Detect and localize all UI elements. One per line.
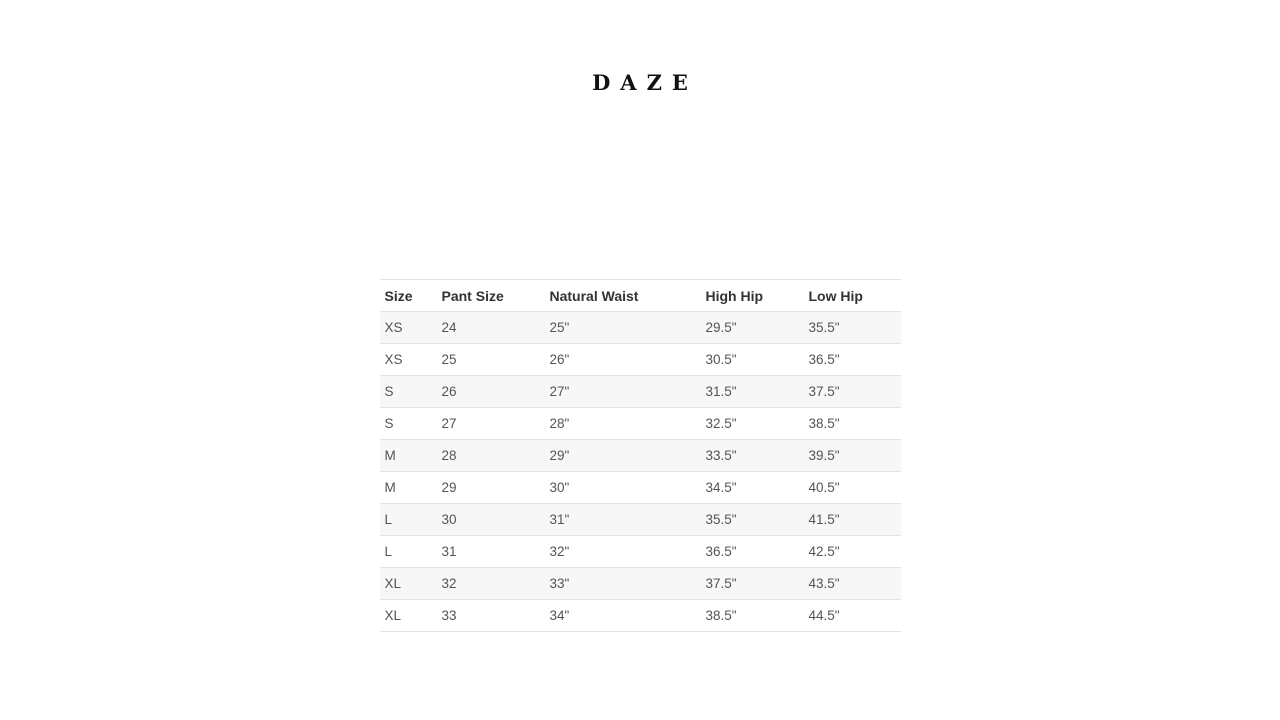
table-row	[380, 504, 901, 536]
table-cell: 25	[437, 344, 545, 376]
table-cell: 36.5"	[804, 344, 901, 376]
table-cell: 26"	[545, 344, 701, 376]
table-row	[380, 472, 901, 504]
table-cell: 39.5"	[804, 440, 901, 472]
table-cell: S	[380, 376, 437, 408]
table-row	[380, 600, 901, 632]
table-cell: 33	[437, 600, 545, 632]
table-cell: 28"	[545, 408, 701, 440]
table-cell: L	[380, 504, 437, 536]
table-cell: 31.5"	[701, 376, 804, 408]
table-cell: L	[380, 536, 437, 568]
table-cell: 30	[437, 504, 545, 536]
column-header: Pant Size	[437, 280, 545, 312]
table-cell: XL	[380, 600, 437, 632]
table-cell: 30.5"	[701, 344, 804, 376]
table-header-row	[380, 280, 901, 312]
column-header: Natural Waist	[545, 280, 701, 312]
table-cell: 26	[437, 376, 545, 408]
table-cell: 42.5"	[804, 536, 901, 568]
table-cell: 34.5"	[701, 472, 804, 504]
column-header: Size	[380, 280, 437, 312]
table-cell: M	[380, 472, 437, 504]
table-cell: 33.5"	[701, 440, 804, 472]
table-cell: 37.5"	[701, 568, 804, 600]
table-cell: S	[380, 408, 437, 440]
table-cell: 31	[437, 536, 545, 568]
table-cell: 41.5"	[804, 504, 901, 536]
table-cell: 32	[437, 568, 545, 600]
table-cell: 35.5"	[701, 504, 804, 536]
column-header: High Hip	[701, 280, 804, 312]
table-cell: 30"	[545, 472, 701, 504]
table-body	[380, 312, 901, 632]
table-row	[380, 344, 901, 376]
table-cell: 34"	[545, 600, 701, 632]
table-cell: XS	[380, 344, 437, 376]
table-cell: 35.5"	[804, 312, 901, 344]
table-cell: 38.5"	[804, 408, 901, 440]
table-row	[380, 568, 901, 600]
table-cell: 40.5"	[804, 472, 901, 504]
table-row	[380, 536, 901, 568]
table-cell: 37.5"	[804, 376, 901, 408]
table-cell: 31"	[545, 504, 701, 536]
table-cell: 25"	[545, 312, 701, 344]
table-cell: 36.5"	[701, 536, 804, 568]
table-row	[380, 376, 901, 408]
brand-logo: DAZE	[592, 70, 698, 95]
table-cell: 33"	[545, 568, 701, 600]
table-cell: 29.5"	[701, 312, 804, 344]
table-cell: 32"	[545, 536, 701, 568]
table-cell: 29	[437, 472, 545, 504]
table-cell: 44.5"	[804, 600, 901, 632]
column-header: Low Hip	[804, 280, 901, 312]
table-cell: 24	[437, 312, 545, 344]
table-cell: 29"	[545, 440, 701, 472]
table-cell: XL	[380, 568, 437, 600]
table-cell: 43.5"	[804, 568, 901, 600]
table-cell: 38.5"	[701, 600, 804, 632]
table-row	[380, 440, 901, 472]
table-cell: 27"	[545, 376, 701, 408]
size-chart-table	[380, 279, 901, 632]
table-row	[380, 312, 901, 344]
table-cell: M	[380, 440, 437, 472]
table-cell: XS	[380, 312, 437, 344]
table-cell: 28	[437, 440, 545, 472]
table-row	[380, 408, 901, 440]
size-chart-section	[380, 279, 901, 632]
page-header	[0, 0, 1280, 96]
table-cell: 27	[437, 408, 545, 440]
table-cell: 32.5"	[701, 408, 804, 440]
